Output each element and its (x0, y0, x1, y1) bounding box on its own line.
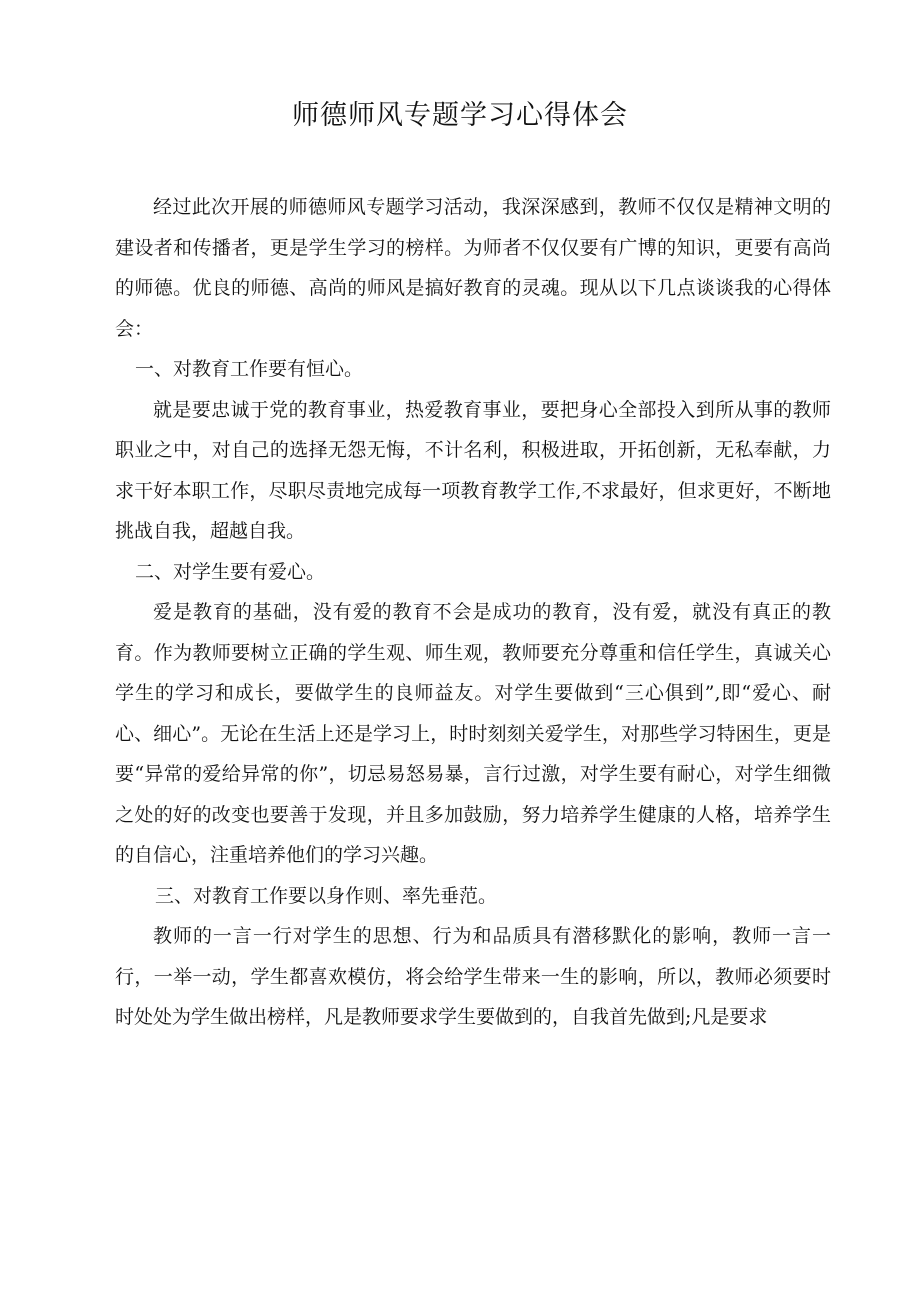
document-body (115, 187, 831, 1038)
document-title: 师德师风专题学习心得体会 (292, 100, 628, 131)
section-1-paragraph: 就是要忠诚于党的教育事业，热爱教育事业，要把身心全部投入到所从事的教师职业之中，对自己的选择无怨无悔，不计名利，积极进取，开拓创新，无私奉献，力求干好本职工作，尽职尽责地完成每一项教育教学工作,不求最好，但求更好，不断地挑战自我，超越自我。 (115, 398, 831, 542)
section-3-heading: 三、对教育工作要以身作则、率先垂范。 (155, 884, 498, 907)
intro-paragraph: 经过此次开展的师德师风专题学习活动，我深深感到，教师不仅仅是精神文明的建设者和传播者，更是学生学习的榜样。为师者不仅仅要有广博的知识，更要有高尚的师德。优良的师德、高尚的师风是搞好教育的灵魂。现从以下几点谈谈我的心得体会： (115, 196, 831, 340)
section-1-heading: 一、对教育工作要有恒心。 (135, 358, 364, 380)
section-2-paragraph: 爱是教育的基础，没有爱的教育不会是成功的教育，没有爱，就没有真正的教育。作为教师要树立正确的学生观、师生观，教师要充分尊重和信任学生，真诚关心学生的学习和成长，要做学生的良师益友。对学生要做到“三心俱到”,即“爱心、耐心、细心”。无论在生活上还是学习上，时时刻刻关爱学生，对那些学习特困生，更是要“异常的爱给异常的你”，切忌易怒易暴，言行过激，对学生要有耐心，对学生细微之处的好的改变也要善于发现，并且多加鼓励，努力培养学生健康的人格，培养学生的自信心，注重培养他们的学习兴趣。 (115, 601, 831, 866)
section-2-heading: 二、对学生要有爱心。 (135, 560, 326, 583)
section-3-paragraph: 教师的一言一行对学生的思想、行为和品质具有潜移默化的影响，教师一言一行，一举一动，学生都喜欢模仿，将会给学生带来一生的影响，所以，教师必须要时时处处为学生做出榜样，凡是教师要求学生要做到的，自我首先做到;凡是要求 (115, 925, 831, 1028)
